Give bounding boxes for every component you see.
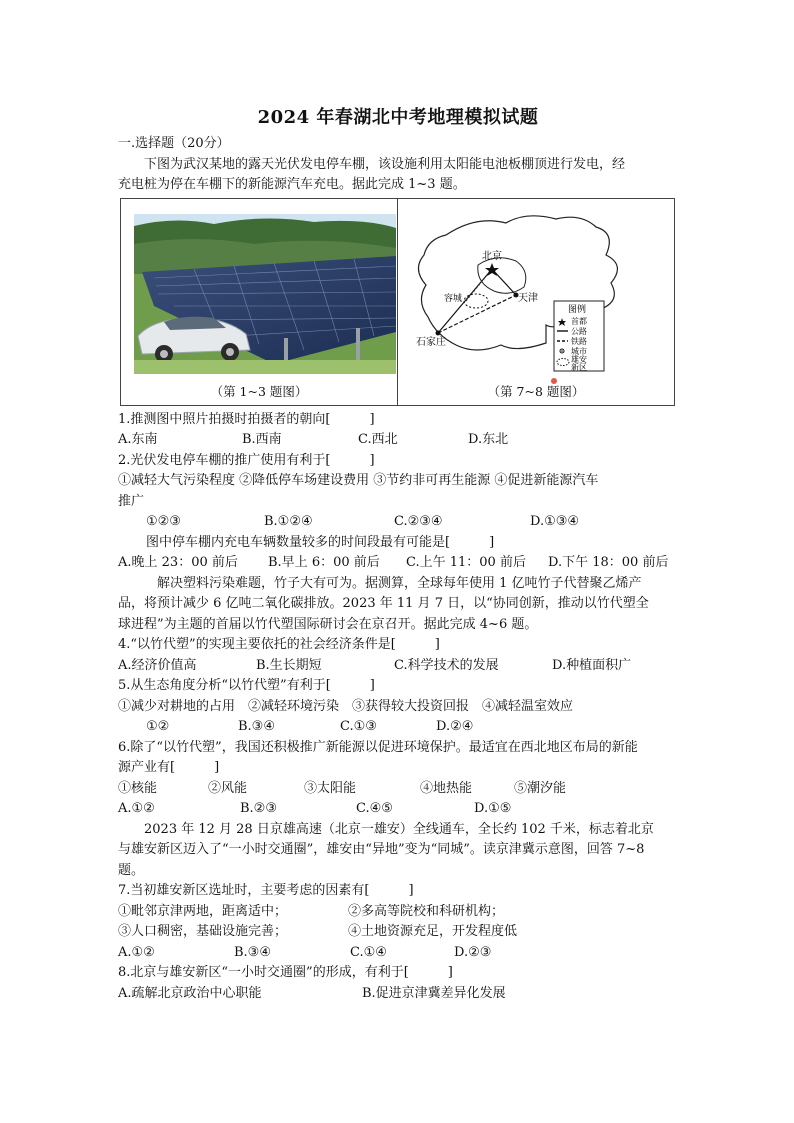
q6-item-5: ⑤潮汐能 [514, 780, 567, 796]
intro2-line2: 品，将预计减少 6 亿吨二氧化碳排放。2023 年 11 月 7 日，以“协同创新，推动以竹代塑全 [118, 596, 649, 611]
q7-item-2: ②多高等院校和科研机构； [348, 903, 505, 919]
q2-option-c[interactable]: C.②③④ [394, 514, 443, 529]
map-legend-city: 城市 [571, 346, 587, 356]
map-legend-newarea: 新区 [571, 362, 587, 372]
q3-option-a[interactable]: A.晚上 23：00 前后 [118, 555, 238, 570]
q4-option-a[interactable]: A.经济价值高 [118, 657, 197, 673]
q2-option-a[interactable]: ①②③ [146, 514, 181, 529]
intro1-line2: 充电桩为停在车棚下的新能源汽车充电。据此完成 1~3 题。 [118, 177, 466, 192]
q4-options [118, 656, 678, 677]
q8-stem: 8.北京与雄安新区“一小时交通圈”的形成，有利于[ ] [118, 965, 453, 980]
q5-option-a[interactable]: ①② [146, 719, 170, 734]
q6-stem-line2: 源产业有[ ] [118, 760, 220, 775]
q7-option-b[interactable]: B.③④ [234, 944, 271, 960]
map-label-rongcheng: 容城 [444, 293, 463, 304]
q7-items-row1 [118, 902, 678, 923]
q6-item-3: ③太阳能 [304, 780, 357, 796]
q6-stem-line1: 6.除了“以竹代塑”，我国还积极推广新能源以促进环境保护。最适宜在西北地区布局的新能 [118, 739, 638, 755]
q3-stem: 图中停车棚内充电车辆数量较多的时间段最有可能是[ ] [146, 534, 495, 550]
jingjinji-map [406, 205, 661, 385]
q6-options [118, 799, 678, 820]
q1-stem: 1.推测图中照片拍摄时拍摄者的朝向[ ] [118, 411, 375, 427]
q1-option-b[interactable]: B.西南 [242, 432, 282, 447]
map-legend-xiongan: 雄安 [571, 354, 587, 364]
q1-option-a[interactable]: A.东南 [118, 432, 158, 447]
q4-stem: 4.“以竹代塑”的实现主要依托的社会经济条件是[ ] [118, 637, 440, 652]
map-legend-capital: 首都 [571, 316, 587, 326]
q2-options [118, 512, 678, 533]
solar-carport-photo [134, 214, 396, 374]
q5-options [118, 717, 678, 738]
intro2-line3: 球进程”为主题的首届以竹代塑国际研讨会在京召开。据此完成 4~6 题。 [118, 616, 538, 632]
intro2-line1: 解决塑料污染难题，竹子大有可为。据测算，全球每年使用 1 亿吨竹子代替聚乙烯产 [157, 575, 642, 591]
map-label-tianjin: 天津 [518, 292, 538, 304]
exam-title: 2024 年春湖北中考地理模拟试题 [257, 107, 539, 128]
exam-page [118, 104, 678, 1004]
q7-item-1: ①毗邻京津两地，距离适中； [118, 903, 288, 919]
solar-carport-figure [121, 199, 397, 405]
intro3-line1: 2023 年 12 月 28 日京雄高速（北京一雄安）全线通车，全长约 102 千米，标志着北京 [144, 821, 654, 837]
map-legend-title: 图例 [568, 304, 587, 315]
map-label-shijiazhuang: 石家庄 [416, 336, 446, 348]
q6-item-1: ①核能 [118, 780, 158, 796]
q7-option-a[interactable]: A.①② [118, 944, 155, 960]
q7-options [118, 943, 678, 964]
q5-option-d[interactable]: D.②④ [436, 719, 474, 734]
q7-item-4: ④土地资源充足，开发程度低 [348, 924, 518, 939]
q6-option-d[interactable]: D.①⑤ [474, 801, 512, 816]
figure1-caption: （第 1~3 题图） [210, 384, 308, 399]
q8-option-a[interactable]: A.疏解北京政治中心职能 [118, 985, 262, 1001]
q2-option-d[interactable]: D.①③④ [530, 514, 580, 529]
figure2-caption: （第 7~8 题图） [487, 384, 585, 399]
q1-option-d[interactable]: D.东北 [468, 432, 509, 447]
q3-option-b[interactable]: B.早上 6：00 前后 [268, 555, 380, 570]
q2-stem: 2.光伏发电停车棚的推广使用有利于[ ] [118, 452, 375, 468]
map-legend-railway: 铁路 [571, 336, 587, 346]
q6-option-c[interactable]: C.④⑤ [356, 801, 393, 816]
q6-option-a[interactable]: A.①② [118, 801, 155, 816]
q2-items-line1: ①减轻大气污染程度 ②降低停车场建设费用 ③节约非可再生能源 ④促进新能源汽车 [118, 473, 599, 488]
q2-items-line2: 推广 [118, 493, 145, 509]
q1-options [118, 430, 678, 451]
q3-option-d[interactable]: D.下午 18：00 前后 [548, 555, 669, 570]
figure-box [120, 198, 675, 406]
intro3-line3: 题。 [118, 862, 145, 878]
q6-item-2: ②风能 [208, 780, 248, 796]
q4-option-c[interactable]: C.科学技术的发展 [394, 657, 499, 673]
jingjinji-map-figure [397, 199, 674, 405]
q7-item-3: ③人口稠密，基础设施完善； [118, 924, 288, 939]
q4-option-b[interactable]: B.生长期短 [256, 657, 322, 673]
q7-option-d[interactable]: D.②③ [454, 944, 492, 960]
map-label-beijing: 北京 [482, 250, 502, 262]
q8-options [118, 984, 678, 1005]
q6-items [118, 779, 678, 800]
q6-item-4: ④地热能 [420, 780, 473, 796]
intro1-line1: 下图为武汉某地的露天光伏发电停车棚，该设施利用太阳能电池板棚顶进行发电，经 [144, 156, 626, 172]
q5-items: ①减少对耕地的占用 ②减轻环境污染 ③获得较大投资回报 ④减轻温室效应 [118, 698, 574, 714]
q7-stem: 7.当初雄安新区选址时，主要考虑的因素有[ ] [118, 883, 414, 898]
q7-option-c[interactable]: C.①④ [350, 944, 387, 960]
q6-option-b[interactable]: B.②③ [240, 801, 277, 816]
q1-option-c[interactable]: C.西北 [358, 432, 398, 447]
q3-options [118, 553, 678, 574]
q5-option-b[interactable]: B.③④ [238, 719, 275, 734]
q7-items-row2 [118, 922, 678, 943]
q2-option-b[interactable]: B.①②④ [264, 514, 313, 529]
q5-option-c[interactable]: C.①③ [340, 719, 377, 734]
q8-option-b[interactable]: B.促进京津冀差异化发展 [362, 985, 506, 1001]
q3-option-c[interactable]: C.上午 11：00 前后 [406, 555, 526, 570]
intro3-line2: 与雄安新区迈入了“一小时交通圈”，雄安由“异地”变为“同城”。读京津冀示意图，回答 7~8 [118, 842, 645, 857]
q4-option-d[interactable]: D.种植面积广 [552, 657, 632, 673]
map-legend-highway: 公路 [571, 326, 587, 336]
section-heading: 一.选择题（20分） [118, 136, 230, 151]
q5-stem: 5.从生态角度分析“以竹代塑”有利于[ ] [118, 678, 375, 693]
